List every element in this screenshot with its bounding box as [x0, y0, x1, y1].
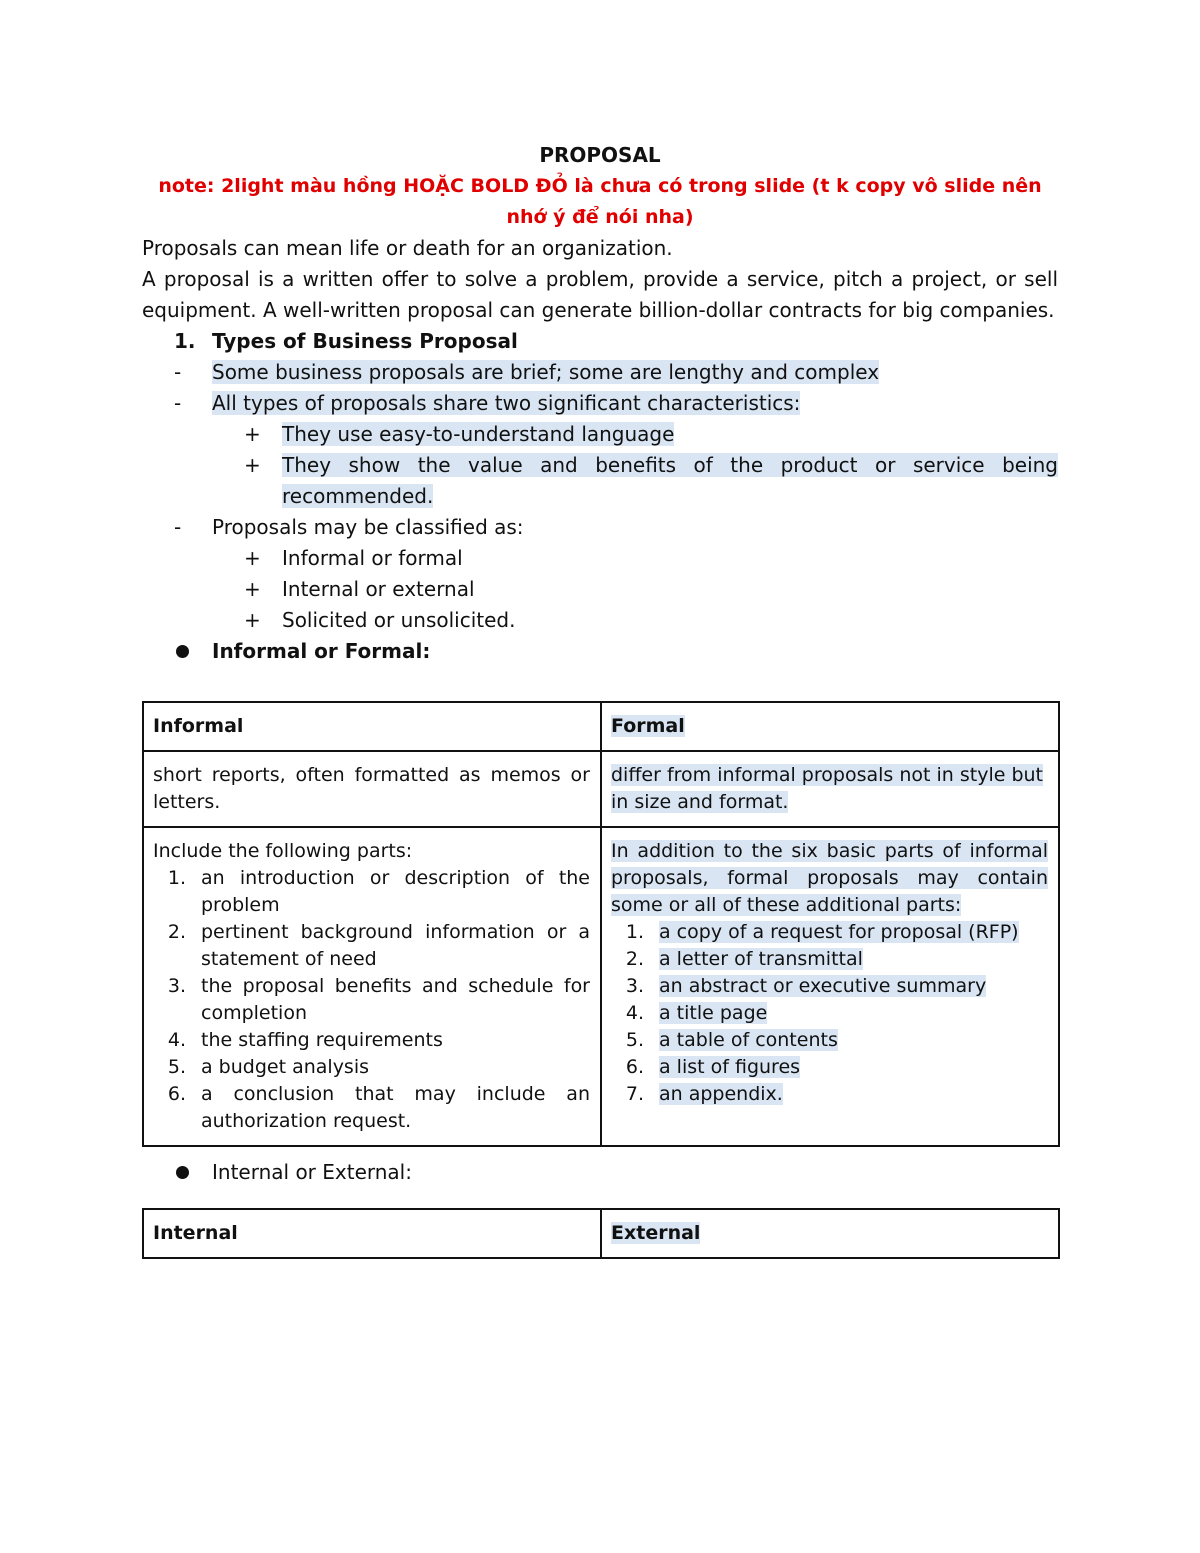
- plus-marker: +: [244, 422, 261, 446]
- dash-marker: -: [174, 515, 182, 539]
- table-row: [143, 702, 1059, 751]
- item-number: 1.: [625, 921, 645, 943]
- item-text: pertinent background information or a statement of need: [201, 921, 590, 970]
- list-item: [153, 865, 590, 919]
- cell-intro: Include the following parts:: [153, 840, 413, 862]
- table-header-informal: Informal: [143, 702, 601, 751]
- item-number: 6.: [167, 1083, 187, 1105]
- plus-marker: +: [244, 577, 261, 601]
- sub-list-item: [142, 543, 1058, 574]
- table-header-formal: [601, 702, 1059, 751]
- item-text: a budget analysis: [201, 1056, 370, 1078]
- bullet-dot-icon: [176, 645, 189, 658]
- list-item: [611, 973, 1048, 1000]
- item-number: 5.: [167, 1056, 187, 1078]
- page-title: PROPOSAL: [539, 143, 661, 167]
- list-item: [611, 1027, 1048, 1054]
- dash-marker: -: [174, 391, 182, 415]
- section-heading-text: Types of Business Proposal: [212, 329, 518, 353]
- item-text: an introduction or description of the problem: [201, 867, 590, 916]
- item-number: 4.: [625, 1002, 645, 1024]
- sub-list-item-text: Informal or formal: [282, 546, 463, 570]
- list-item: [153, 973, 590, 1027]
- header-text: External: [611, 1222, 701, 1244]
- item-number: 3.: [625, 975, 645, 997]
- item-text: an appendix.: [659, 1083, 783, 1105]
- sub-list-item-text: Internal or external: [282, 577, 475, 601]
- header-text: Formal: [611, 715, 685, 737]
- table-row: [143, 751, 1059, 827]
- item-number: 1.: [167, 867, 187, 889]
- sub-list-item: [142, 574, 1058, 605]
- item-number: 2.: [167, 921, 187, 943]
- cell-text: differ from informal proposals not in style but in size and format.: [611, 764, 1043, 813]
- list-item: [153, 1054, 590, 1081]
- bullet-dot-icon: [176, 1166, 189, 1179]
- sub-list-item-text: They use easy-to-understand language: [282, 422, 675, 446]
- plus-marker: +: [244, 546, 261, 570]
- sub-list-item: [142, 605, 1058, 636]
- list-item: [611, 1000, 1048, 1027]
- informal-formal-table: [142, 701, 1060, 1147]
- table-cell: [601, 751, 1059, 827]
- bullet-heading-informal-formal: [142, 636, 1058, 667]
- item-text: a copy of a request for proposal (RFP): [659, 921, 1019, 943]
- section-number: 1.: [174, 329, 196, 353]
- item-number: 4.: [167, 1029, 187, 1051]
- item-text: an abstract or executive summary: [659, 975, 987, 997]
- item-number: 7.: [625, 1083, 645, 1105]
- bullet-heading-text: Internal or External:: [212, 1160, 412, 1184]
- sub-list-item-text: Solicited or unsolicited.: [282, 608, 516, 632]
- sub-list-item: [142, 419, 1058, 450]
- sub-list-item: [142, 450, 1058, 512]
- list-item: [142, 512, 1058, 543]
- list-item-text: All types of proposals share two significant characteristics:: [212, 391, 801, 415]
- cell-intro-text: In addition to the six basic parts of informal proposals, formal proposals may contain some or all of these additional parts:: [611, 840, 1048, 916]
- informal-parts-list: [153, 865, 590, 1135]
- intro-paragraph-2: A proposal is a written offer to solve a problem, provide a service, pitch a project, or sell equipment. A well-written proposal can generate billion-dollar contracts for big companies.: [142, 267, 1058, 322]
- list-item-text: Proposals may be classified as:: [212, 515, 524, 539]
- item-text: a letter of transmittal: [659, 948, 863, 970]
- sub-list-item-text: They show the value and benefits of the product or service being recommended.: [282, 453, 1058, 508]
- table-cell: [601, 827, 1059, 1146]
- table-row: [143, 827, 1059, 1146]
- intro-paragraph-1: Proposals can mean life or death for an organization.: [142, 236, 673, 260]
- internal-external-table: [142, 1208, 1060, 1259]
- table-header-external: [601, 1209, 1059, 1258]
- item-number: 2.: [625, 948, 645, 970]
- cell-intro: [611, 838, 1048, 919]
- item-text: a title page: [659, 1002, 768, 1024]
- item-text: a table of contents: [659, 1029, 838, 1051]
- dash-marker: -: [174, 360, 182, 384]
- formal-parts-list: [611, 919, 1048, 1108]
- bullet-heading-internal-external: [142, 1157, 1058, 1188]
- list-item: [142, 388, 1058, 419]
- list-item: [153, 919, 590, 973]
- section-heading: [142, 326, 1058, 357]
- list-item: [142, 357, 1058, 388]
- plus-marker: +: [244, 608, 261, 632]
- item-number: 6.: [625, 1056, 645, 1078]
- list-item: [611, 946, 1048, 973]
- list-item: [153, 1027, 590, 1054]
- list-item: [611, 919, 1048, 946]
- item-text: a conclusion that may include an authorization request.: [201, 1083, 590, 1132]
- table-cell: [143, 827, 601, 1146]
- item-text: the proposal benefits and schedule for completion: [201, 975, 590, 1024]
- note-line-2: nhớ ý để nói nha): [506, 206, 694, 228]
- table-row: [143, 1209, 1059, 1258]
- plus-marker: +: [244, 453, 261, 477]
- item-text: the staffing requirements: [201, 1029, 443, 1051]
- table-cell: short reports, often formatted as memos or letters.: [143, 751, 601, 827]
- table-header-internal: Internal: [143, 1209, 601, 1258]
- list-item: [611, 1081, 1048, 1108]
- list-item: [153, 1081, 590, 1135]
- list-item: [611, 1054, 1048, 1081]
- item-text: a list of figures: [659, 1056, 801, 1078]
- item-number: 5.: [625, 1029, 645, 1051]
- note-line-1: note: 2light màu hồng HOẶC BOLD ĐỎ là chưa có trong slide (t k copy vô slide nên: [158, 175, 1042, 197]
- item-number: 3.: [167, 975, 187, 997]
- list-item-text: Some business proposals are brief; some are lengthy and complex: [212, 360, 880, 384]
- bullet-heading-text: Informal or Formal:: [212, 639, 431, 663]
- document-content: [142, 140, 1058, 1259]
